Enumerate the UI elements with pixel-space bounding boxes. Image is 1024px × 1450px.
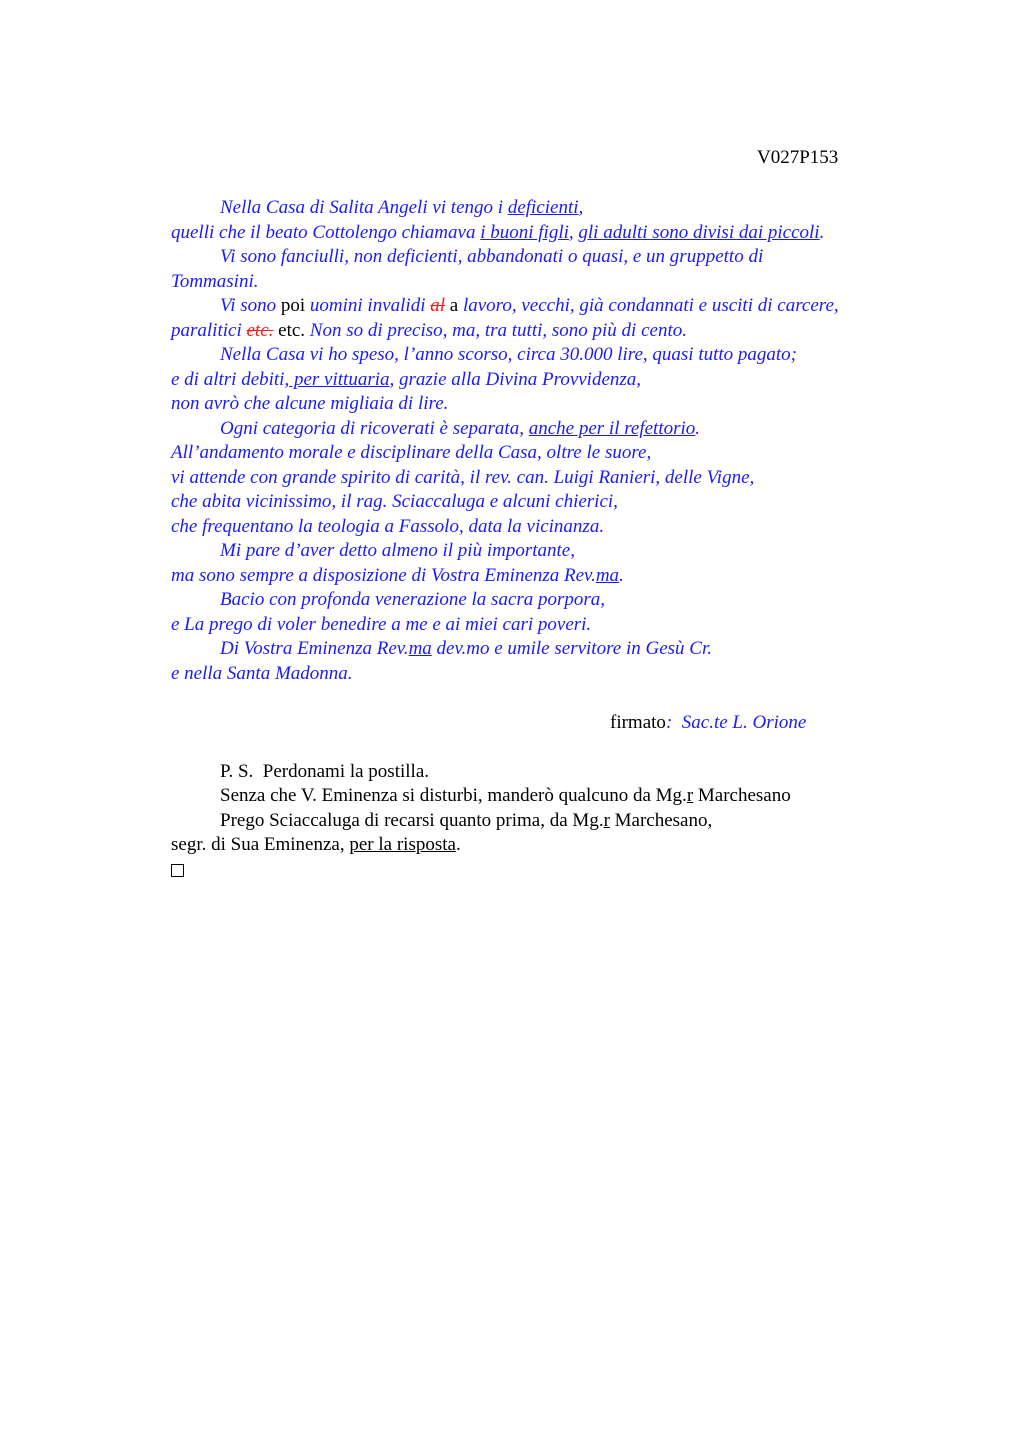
spacer [171, 686, 931, 711]
postscript-line: P. S. Perdonami la postilla. [220, 760, 429, 782]
document-reference: V027P153 [757, 147, 839, 168]
deleted-text: al [430, 295, 446, 316]
text-run: Prego Sciaccaluga di recarsi quanto prima, da Mg. [220, 809, 604, 831]
postscript-line [171, 784, 931, 809]
text-run: , [578, 197, 584, 218]
text-run: dev.mo e umile servitore in Gesù Cr. [431, 638, 712, 659]
letter-line: All’andamento morale e disciplinare della Casa, oltre le suore, [171, 442, 652, 463]
signature-label: firmato [610, 711, 666, 733]
text-run: segr. di Sua Eminenza, [171, 834, 350, 855]
letter-line: Mi pare d’aver detto almeno il più importante, [220, 540, 575, 561]
letter-line [171, 564, 931, 589]
text-run: Non so di preciso, ma, tra tutti, sono più di cento. [309, 319, 687, 341]
letter-line: Vi sono fanciulli, non deficienti, abbandonati o quasi, e un gruppetto di [220, 246, 764, 267]
plain-text: poi [276, 295, 310, 316]
letter-line [171, 294, 931, 319]
plain-text: etc. [273, 319, 310, 341]
text-run: , grazie alla Divina Provvidenza, [389, 368, 642, 390]
text-run: lavoro, vecchi, già condannati e usciti di carcere, [462, 295, 839, 316]
text-run: paralitici [171, 319, 247, 341]
text-run: Marchesano [693, 785, 791, 806]
text-run: . [695, 417, 701, 439]
underlined-text: ma [595, 564, 620, 586]
text-run: , [568, 221, 579, 243]
text-run: e di altri debiti, [171, 368, 290, 390]
text-run: Nella Casa di Salita Angeli vi tengo i [220, 197, 508, 218]
plain-text: a [445, 295, 463, 316]
underlined-text: deficienti [507, 197, 579, 218]
postscript-line [171, 809, 931, 834]
letter-line [171, 196, 931, 221]
letter-line: e nella Santa Madonna. [171, 662, 353, 684]
letter-line [171, 221, 931, 246]
letter-body [171, 196, 931, 882]
text-run: . [819, 221, 825, 243]
underlined-text: per la risposta [349, 834, 456, 855]
letter-line: Bacio con profonda venerazione la sacra porpora, [220, 589, 606, 610]
underlined-text: r [686, 785, 694, 806]
underlined-text: ma [408, 638, 432, 659]
letter-line: che abita vicinissimo, il rag. Sciaccaluga e alcuni chierici, [171, 491, 618, 512]
text-run: . [455, 834, 461, 855]
end-marker [171, 858, 931, 883]
text-run: ma sono sempre a disposizione di Vostra Eminenza Rev. [171, 564, 596, 586]
text-run: . [619, 564, 624, 586]
text-run: quelli che il beato Cottolengo chiamava [171, 221, 481, 243]
signature-colon: : [665, 711, 682, 733]
underlined-text: per vittuaria [289, 368, 390, 390]
signature-line [171, 711, 931, 736]
deleted-text: etc. [246, 319, 274, 341]
underlined-text: anche per il refettorio [528, 417, 696, 439]
letter-line: che frequentano la teologia a Fassolo, data la vicinanza. [171, 515, 605, 537]
text-run: Senza che V. Eminenza si disturbi, manderò qualcuno da Mg. [220, 785, 687, 806]
spacer [171, 735, 931, 760]
text-run: uomini invalidi [309, 295, 431, 316]
letter-line [171, 417, 931, 442]
letter-line: e La prego di voler benedire a me e ai miei cari poveri. [171, 613, 592, 635]
letter-line: vi attende con grande spirito di carità, il rev. can. Luigi Ranieri, delle Vigne, [171, 466, 755, 488]
text-run: Marchesano, [609, 809, 713, 831]
letter-line: Nella Casa vi ho speso, l’anno scorso, circa 30.000 lire, quasi tutto pagato; [220, 344, 798, 365]
underlined-text: i buoni figli [480, 221, 569, 243]
underlined-text: r [603, 809, 610, 831]
underlined-text: gli adulti sono divisi dai piccoli [578, 221, 820, 243]
text-run: Di Vostra Eminenza Rev. [220, 638, 409, 659]
letter-line: non avrò che alcune migliaia di lire. [171, 393, 449, 414]
letter-line: Tommasini. [171, 270, 259, 292]
signature-name: Sac.te L. Orione [681, 711, 807, 733]
letter-line [171, 637, 931, 662]
text-run: Vi sono [220, 295, 277, 316]
postscript-line [171, 833, 931, 858]
square-end-icon [171, 864, 184, 877]
text-run: Ogni categoria di ricoverati è separata, [220, 417, 529, 439]
letter-line [171, 319, 931, 344]
letter-line [171, 368, 931, 393]
